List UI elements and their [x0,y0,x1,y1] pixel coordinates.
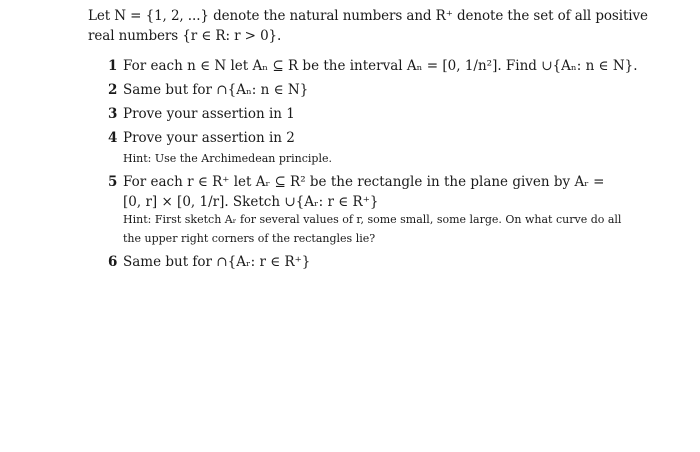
hint-text: Hint: Use the Archimedean principle. [123,152,332,165]
item-text-continuation: [0, r] × [0, 1/r]. Sketch ∪{Aᵣ: r ∈ R⁺} [123,194,379,210]
problem-item-5 [108,172,613,212]
item-text: For each r ∈ R⁺ let Aᵣ ⊆ R² be the rectangle in the plane given by Aᵣ = [123,174,605,190]
problem-item-1 [108,56,638,76]
problem-item-4 [108,128,613,148]
item-number: 2 [108,82,118,98]
item-text: Prove your assertion in 1 [123,106,295,122]
item-text: Prove your assertion in 2 [123,130,295,146]
item-number: 1 [108,58,118,74]
intro-line-2: real numbers {r ∈ R: r > 0}. [88,28,282,44]
item-number: 4 [108,130,118,146]
item-number: 3 [108,106,118,122]
item-number: 6 [108,254,118,270]
intro-paragraph [88,6,648,46]
hint-item-5 [123,210,622,248]
item-text: Same but for ∩{Aₙ: n ∈ N} [123,82,309,98]
problem-item-3 [108,104,613,124]
intro-line-1: Let N = {1, 2, ...} denote the natural numbers and R⁺ denote the set of all positive [88,8,648,24]
problem-item-2 [108,80,613,100]
item-number: 5 [108,174,118,190]
problem-item-6 [108,252,613,272]
hint-line-1: Hint: First sketch Aᵣ for several values of r, some small, some large. On what curve do all [123,213,622,226]
hint-line-2: the upper right corners of the rectangles lie? [123,232,376,245]
item-text: Same but for ∩{Aᵣ: r ∈ R⁺} [123,254,311,270]
hint-item-4 [123,149,613,168]
item-text: For each n ∈ N let Aₙ ⊆ R be the interval Aₙ = [0, 1/n²]. Find ∪{Aₙ: n ∈ N}. [123,58,638,74]
